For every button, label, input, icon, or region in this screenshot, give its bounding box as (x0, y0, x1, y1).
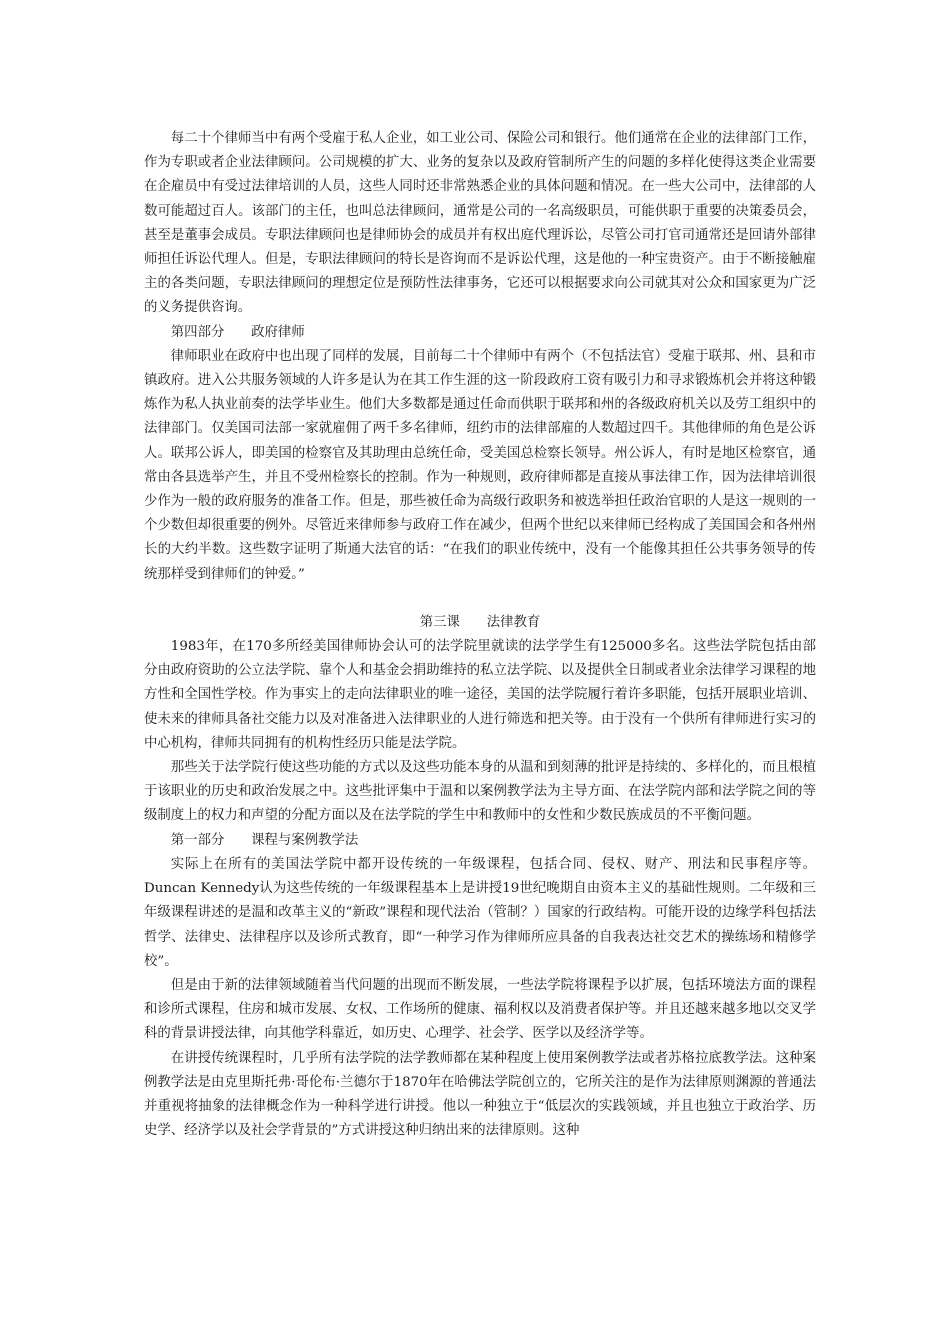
heading-title: 政府律师 (251, 324, 305, 340)
section-heading-government-lawyers (144, 321, 816, 345)
lesson-title: 法律教育 (486, 614, 541, 630)
paragraph-criticisms: 那些关于法学院行使这些功能的方式以及这些功能本身的从温和到刻薄的批评是持续的、多样化的，而且根植于该职业的历史和政治发展之中。这些批评集中于温和以案例教学法为主导方面、在法学院内部和法学院之间的等级制度上的权力和声望的分配方面以及在法学院的学生中和教师中的女性和少数民族成员的不平衡问题。 (144, 760, 816, 824)
paragraph-case-method: 在讲授传统课程时，几乎所有法学院的法学教师都在某种程度上使用案例教学法或者苏格拉底教学法。这种案例教学法是由克里斯托弗·哥伦布·兰德尔于1870年在哈佛法学院创立的，它所关注的是作为法律原则渊源的普通法并重视将抽象的法律概念作为一种科学进行讲授。他以一种独立于“低层次的实践领域，并且也独立于政治学、历史学、经济学以及社会学背景的”方式讲授这种归纳出来的法律原则。这种 (144, 1050, 816, 1139)
lesson-label: 第三课 (419, 614, 460, 630)
heading-title: 课程与案例教学法 (251, 832, 359, 848)
paragraph-corporate-counsel: 每二十个律师当中有两个受雇于私人企业，如工业公司、保险公司和银行。他们通常在企业的法律部门工作，作为专职或者企业法律顾问。公司规模的扩大、业务的复杂以及政府管制所产生的问题的多样化使得这类企业需要在企雇员中有受过法律培训的人员，这些人同时还非常熟悉企业的具体问题和情况。在一些大公司中，法律部的人数可能超过百人。该部门的主任，也叫总法律顾问，通常是公司的一名高级职员，可能供职于重要的决策委员会，甚至是董事会成员。专职法律顾问也是律师协会的成员并有权出庭代理诉讼，尽管公司打官司通常还是回请外部律师担任诉讼代理人。但是，专职法律顾问的特长是咨询而不是诉讼代理，这是他的一种宝贵资产。由于不断接触雇主的各类问题，专职法律顾问的理想定位是预防性法律事务，它还可以根据要求向公司就其对公众和国家更为广泛的义务提供咨询。 (144, 131, 816, 316)
heading-label: 第一部分 (170, 832, 225, 848)
paragraph-new-fields: 但是由于新的法律领域随着当代问题的出现而不断发展，一些法学院将课程予以扩展，包括环境法方面的课程和诊所式课程，住房和城市发展、女权、工作场所的健康、福利权以及消费者保护等。并且还越来越多地以交叉学科的背景讲授法律，向其他学科靠近，如历史、心理学、社会学、医学以及经济学等。 (144, 977, 816, 1042)
paragraph-law-schools: 1983年，在170多所经美国律师协会认可的法学院里就读的法学学生有125000多名。这些法学院包括由部分由政府资助的公立法学院、靠个人和基金会捐助维持的私立法学院、以及提供全日制或者业余法律学习课程的地方性和全国性学校。作为事实上的走向法律职业的唯一途径，美国的法学院履行着许多职能，包括开展职业培训、使未来的律师具备社交能力以及对准备进入法律职业的人进行筛选和把关等。由于没有一个供所有律师进行实习的中心机构，律师共同拥有的机构性经历只能是法学院。 (144, 639, 816, 751)
paragraph-government-lawyers: 律师职业在政府中也出现了同样的发展，目前每二十个律师中有两个（不包括法官）受雇于联邦、州、县和市镇政府。进入公共服务领域的人许多是认为在其工作生涯的这一阶段政府工资有吸引力和寻求锻炼机会并将这种锻炼作为私人执业前奏的法学毕业生。他们大多数都是通过任命而供职于联邦和州的各级政府机关以及劳工组织中的法律部门。仅美国司法部一家就雇佣了两千多名律师，纽约市的法律部雇的人数超过四千。其他律师的角色是公诉人。联邦公诉人，即美国的检察官及其助理由总统任命，受美国总检察长领导。州公诉人，有时是地区检察官，通常由各县选举产生，并且不受州检察长的控制。作为一种规则，政府律师都是直接从事法律工作，因为法律培训很少作为一般的政府服务的准备工作。但是，那些被任命为高级行政职务和被选举担任政治官职的人是这一规则的一个少数但却很重要的例外。尽管近来律师参与政府工作在减少，但两个世纪以来律师已经构成了美国国会和各州州长的大约半数。这些数字证明了斯通大法官的话：“在我们的职业传统中，没有一个能像其担任公共事务领导的传统那样受到律师们的钟爱。” (144, 348, 816, 582)
section-heading-curriculum (144, 829, 816, 853)
heading-label: 第四部分 (170, 324, 225, 340)
document-page (144, 127, 816, 1143)
lesson-heading-legal-education (144, 611, 816, 635)
paragraph-first-year-courses: 实际上在所有的美国法学院中都开设传统的一年级课程，包括合同、侵权、财产、刑法和民事程序等。Duncan Kennedy认为这些传统的一年级课程基本上是讲授19世纪晚期自由资本主义的基础性规则。二年级和三年级课程讲述的是温和改革主义的“新政”课程和现代法治（管制？）国家的行政结构。可能开设的边缘学科包括法哲学、法律史、法律程序以及诊所式教育，即“一种学习作为律师所应具备的自我表达社交艺术的操练场和精修学校”。 (144, 856, 816, 969)
